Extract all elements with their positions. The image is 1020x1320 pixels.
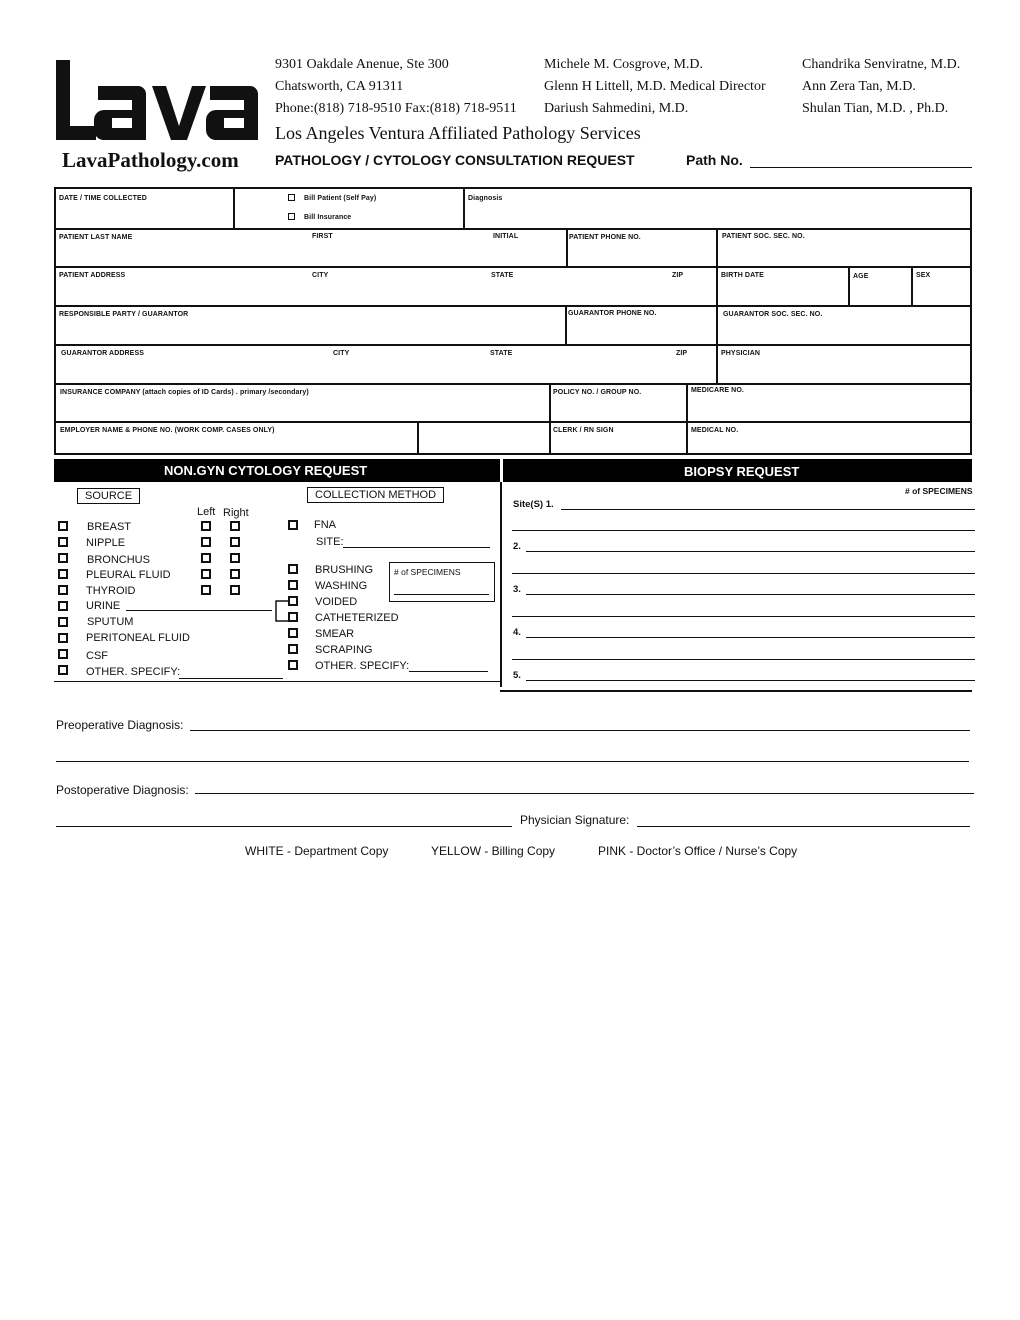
biopsy-site-4-label: 4. xyxy=(513,627,521,638)
sex-field[interactable]: SEX xyxy=(916,272,931,279)
preop-diagnosis-field-cont[interactable] xyxy=(56,761,969,762)
smear-checkbox[interactable] xyxy=(288,628,298,638)
address-line-1: 9301 Oakdale Anenue, Ste 300 xyxy=(275,57,449,72)
col-divider xyxy=(549,421,551,455)
biopsy-site-3-field[interactable] xyxy=(526,594,975,595)
method-site: SITE: xyxy=(316,536,344,548)
guarantor-address-field[interactable]: GUARANTOR ADDRESS xyxy=(61,350,144,357)
copy-pink: PINK - Doctor’s Office / Nurse’s Copy xyxy=(598,844,798,858)
biopsy-site-1-label: Site(S) 1. xyxy=(513,499,554,510)
biopsy-site-2-label: 2. xyxy=(513,541,521,552)
section-header-bar xyxy=(54,459,972,482)
urine-connector-line xyxy=(126,610,272,611)
birth-date-field[interactable]: BIRTH DATE xyxy=(721,272,764,279)
bronchus-right-checkbox[interactable] xyxy=(230,553,240,563)
col-divider xyxy=(716,228,718,266)
column-divider xyxy=(500,482,502,687)
phone-fax: Phone:(818) 718-9510 Fax:(818) 718-9511 xyxy=(275,101,517,116)
doctor-name: Shulan Tian, M.D. , Ph.D. xyxy=(802,101,949,116)
nipple-left-checkbox[interactable] xyxy=(201,537,211,547)
nongyn-bottom-rule xyxy=(54,681,500,682)
sputum-checkbox[interactable] xyxy=(58,617,68,627)
responsible-party-field[interactable]: RESPONSIBLE PARTY / GUARANTOR xyxy=(59,311,189,318)
row-divider xyxy=(56,383,970,385)
biopsy-site-2-field[interactable] xyxy=(526,551,975,552)
nongyn-specimens-label: # of SPECIMENS xyxy=(394,567,461,577)
guarantor-state-field[interactable]: STATE xyxy=(490,350,513,357)
doctor-name: Dariush Sahmedini, M.D. xyxy=(544,101,689,116)
preop-diagnosis-field[interactable] xyxy=(190,730,970,731)
breast-checkbox[interactable] xyxy=(58,521,68,531)
bill-insurance-label: Bill Insurance xyxy=(304,214,352,221)
col-divider xyxy=(686,421,688,455)
col-divider xyxy=(565,305,567,344)
col-divider xyxy=(233,189,235,228)
source-pleural-fluid: PLEURAL FLUID xyxy=(86,569,171,581)
thyroid-right-checkbox[interactable] xyxy=(230,585,240,595)
guarantor-phone-field[interactable]: GUARANTOR PHONE NO. xyxy=(568,310,657,317)
col-divider xyxy=(417,421,419,455)
website: LavaPathology.com xyxy=(62,148,239,172)
source-breast: BREAST xyxy=(87,521,132,533)
insurance-company-field[interactable]: INSURANCE COMPANY (attach copies of ID Cards) . primary /secondary) xyxy=(60,389,309,396)
bill-patient-label: Bill Patient (Self Pay) xyxy=(304,195,377,202)
fna-checkbox[interactable] xyxy=(288,520,298,530)
thyroid-left-checkbox[interactable] xyxy=(201,585,211,595)
biopsy-site-4-field-cont[interactable] xyxy=(512,659,975,660)
brushing-checkbox[interactable] xyxy=(288,564,298,574)
physician-signature-label: Physician Signature: xyxy=(520,813,630,827)
source-csf: CSF xyxy=(86,650,108,662)
col-divider xyxy=(549,383,551,421)
scraping-checkbox[interactable] xyxy=(288,644,298,654)
other-method-checkbox[interactable] xyxy=(288,660,298,670)
urine-bracket xyxy=(270,598,290,624)
doctor-name: Chandrika Senviratne, M.D. xyxy=(802,57,961,72)
csf-checkbox[interactable] xyxy=(58,649,68,659)
biopsy-site-3-field-cont[interactable] xyxy=(512,616,975,617)
employer-field[interactable]: EMPLOYER NAME & PHONE NO. (WORK COMP. CASES ONLY) xyxy=(60,427,275,434)
zip-field[interactable]: ZIP xyxy=(672,272,684,279)
row-divider xyxy=(56,305,970,307)
patient-info-grid xyxy=(54,187,972,455)
method-washing: WASHING xyxy=(315,580,368,592)
biopsy-bottom-rule xyxy=(500,690,972,692)
row-divider xyxy=(56,266,970,268)
last-name-field[interactable]: PATIENT LAST NAME xyxy=(59,234,133,241)
pleural-fluid-checkbox[interactable] xyxy=(58,569,68,579)
col-divider xyxy=(686,383,688,421)
biopsy-site-3-label: 3. xyxy=(513,584,521,595)
clerk-sign-field[interactable]: CLERK / RN SIGN xyxy=(553,427,614,434)
path-no-label: Path No. xyxy=(686,152,743,168)
age-field[interactable]: AGE xyxy=(853,273,869,280)
voided-checkbox[interactable] xyxy=(288,596,298,606)
nongyn-title: NON.GYN CYTOLOGY REQUEST xyxy=(164,463,368,478)
other-source-field[interactable] xyxy=(179,678,283,679)
collection-method-label: COLLECTION METHOD xyxy=(307,487,444,503)
postop-diagnosis-field-cont[interactable] xyxy=(56,826,512,827)
left-label: Left xyxy=(197,506,216,518)
form-title: PATHOLOGY / CYTOLOGY CONSULTATION REQUEST xyxy=(275,152,635,168)
guarantor-zip-field[interactable]: ZIP xyxy=(676,350,688,357)
city-field[interactable]: CITY xyxy=(312,272,329,279)
preop-diagnosis-label: Preoperative Diagnosis: xyxy=(56,718,184,732)
method-voided: VOIDED xyxy=(315,596,358,608)
patient-phone-field[interactable]: PATIENT PHONE NO. xyxy=(569,234,641,241)
patient-ssn-field[interactable]: PATIENT SOC. SEC. NO. xyxy=(722,233,805,240)
method-catheterized: CATHETERIZED xyxy=(315,612,399,624)
state-field[interactable]: STATE xyxy=(491,272,514,279)
biopsy-site-1-field-cont[interactable] xyxy=(512,530,975,531)
pleural-left-checkbox[interactable] xyxy=(201,569,211,579)
bar-divider xyxy=(500,459,503,482)
source-sputum: SPUTUM xyxy=(87,616,134,628)
row-divider xyxy=(56,228,970,230)
biopsy-site-5-field[interactable] xyxy=(526,680,975,681)
breast-left-checkbox[interactable] xyxy=(201,521,211,531)
nongyn-specimens-box[interactable] xyxy=(389,562,495,602)
catheterized-checkbox[interactable] xyxy=(288,612,298,622)
biopsy-title: BIOPSY REQUEST xyxy=(684,464,800,479)
other-method-field[interactable] xyxy=(409,671,488,672)
nipple-right-checkbox[interactable] xyxy=(230,537,240,547)
copy-white: WHITE - Department Copy xyxy=(245,844,389,858)
source-urine: URINE xyxy=(86,600,121,612)
col-divider xyxy=(716,344,718,383)
copy-yellow: YELLOW - Billing Copy xyxy=(431,844,556,858)
doctor-name: Glenn H Littell, M.D. Medical Director xyxy=(544,79,766,94)
doctor-name: Ann Zera Tan, M.D. xyxy=(802,79,916,94)
bill-insurance-checkbox[interactable] xyxy=(288,213,295,220)
method-fna: FNA xyxy=(314,519,336,531)
col-divider xyxy=(716,305,718,344)
bronchus-checkbox[interactable] xyxy=(58,553,68,563)
biopsy-site-2-field-cont[interactable] xyxy=(512,573,975,574)
lava-logo xyxy=(56,60,258,142)
method-brushing: BRUSHING xyxy=(315,564,374,576)
guarantor-ssn-field[interactable]: GUARANTOR SOC. SEC. NO. xyxy=(723,311,823,318)
postop-diagnosis-label: Postoperative Diagnosis: xyxy=(56,783,189,797)
bill-patient-checkbox[interactable] xyxy=(288,194,295,201)
method-smear: SMEAR xyxy=(315,628,355,640)
breast-right-checkbox[interactable] xyxy=(230,521,240,531)
source-nipple: NIPPLE xyxy=(86,537,126,549)
doctor-name: Michele M. Cosgrove, M.D. xyxy=(544,57,704,72)
source-peritoneal-fluid: PERITONEAL FLUID xyxy=(86,632,190,644)
address-line-2: Chatsworth, CA 91311 xyxy=(275,79,404,94)
col-divider xyxy=(716,266,718,305)
bronchus-left-checkbox[interactable] xyxy=(201,553,211,563)
peritoneal-fluid-checkbox[interactable] xyxy=(58,633,68,643)
biopsy-specimens-label: # of SPECIMENS xyxy=(905,486,973,496)
biopsy-site-1-field[interactable] xyxy=(561,509,975,510)
initial-field[interactable]: INITIAL xyxy=(493,233,519,240)
col-divider xyxy=(566,228,568,266)
nipple-checkbox[interactable] xyxy=(58,537,68,547)
row-divider xyxy=(56,421,970,423)
path-no-field[interactable] xyxy=(750,167,972,168)
org-name: Los Angeles Ventura Affiliated Pathology Services xyxy=(275,123,641,143)
method-other: OTHER. SPECIFY: xyxy=(315,660,410,672)
policy-no-field[interactable]: POLICY NO. / GROUP NO. xyxy=(553,389,642,396)
nongyn-specimens-line xyxy=(394,594,489,595)
col-divider xyxy=(848,266,850,305)
other-source-checkbox[interactable] xyxy=(58,665,68,675)
row-divider xyxy=(56,344,970,346)
medical-no-field[interactable]: MEDICAL NO. xyxy=(691,427,739,434)
diagnosis-field[interactable]: Diagnosis xyxy=(468,195,503,202)
biopsy-site-5-label: 5. xyxy=(513,670,521,681)
biopsy-site-4-field[interactable] xyxy=(526,637,975,638)
col-divider xyxy=(911,266,913,305)
col-divider xyxy=(463,189,465,228)
urine-checkbox[interactable] xyxy=(58,601,68,611)
method-scraping: SCRAPING xyxy=(315,644,373,656)
medicare-no-field[interactable]: MEDICARE NO. xyxy=(691,387,744,394)
thyroid-checkbox[interactable] xyxy=(58,585,68,595)
source-label: SOURCE xyxy=(77,488,140,504)
guarantor-city-field[interactable]: CITY xyxy=(333,350,350,357)
patient-address-field[interactable]: PATIENT ADDRESS xyxy=(59,272,126,279)
fna-site-field[interactable] xyxy=(343,547,490,548)
physician-signature-field[interactable] xyxy=(637,826,970,827)
washing-checkbox[interactable] xyxy=(288,580,298,590)
physician-field[interactable]: PHYSICIAN xyxy=(721,350,761,357)
date-time-field[interactable]: DATE / TIME COLLECTED xyxy=(59,195,147,202)
first-name-field[interactable]: FIRST xyxy=(312,233,333,240)
pleural-right-checkbox[interactable] xyxy=(230,569,240,579)
source-bronchus: BRONCHUS xyxy=(87,554,150,566)
postop-diagnosis-field[interactable] xyxy=(195,793,974,794)
source-thyroid: THYROID xyxy=(86,585,136,597)
right-label: Right xyxy=(223,507,249,519)
source-other: OTHER. SPECIFY: xyxy=(86,666,181,678)
